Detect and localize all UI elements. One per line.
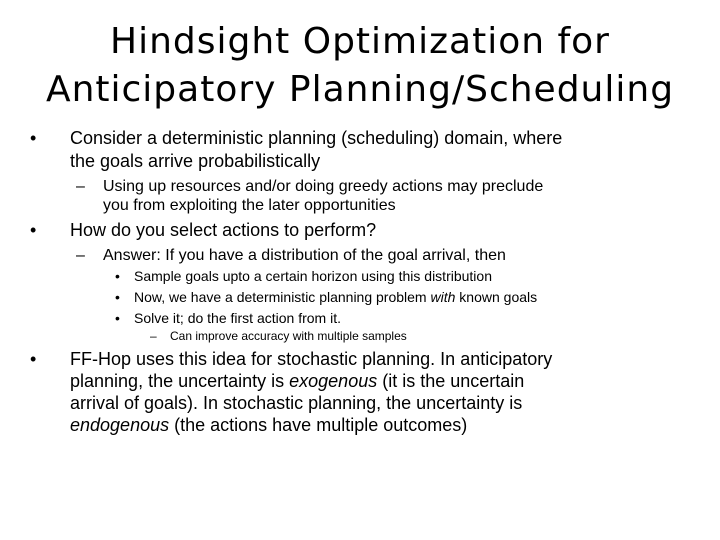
bullet-3-line-2-post: (it is the uncertain — [377, 371, 525, 391]
bullet-marker: • — [115, 268, 120, 284]
bullet-marker: • — [115, 289, 120, 305]
bullet-1-sub-line-2: you from exploiting the later opportunities — [103, 197, 396, 214]
bullet-marker: • — [30, 349, 37, 369]
bullet-3-line-2 — [70, 370, 524, 393]
bullet-2-sub-b-text — [134, 287, 537, 307]
bullet-marker: • — [30, 128, 37, 148]
bullet-2-sub-b-post: known goals — [455, 289, 538, 305]
bullet-3-line-4-emphasis: endogenous — [70, 415, 170, 435]
bullet-marker: • — [30, 220, 37, 240]
dash-marker: – — [76, 247, 85, 264]
bullet-marker: • — [115, 310, 120, 326]
bullet-3-line-2-emphasis: exogenous — [289, 371, 378, 391]
bullet-1-line-1: Consider a deterministic planning (scheduling) domain, where — [70, 128, 563, 148]
bullet-2-sub-text: Answer: If you have a distribution of the goal arrival, then — [103, 247, 506, 264]
bullet-3-line-4-post: (the actions have multiple outcomes) — [169, 415, 468, 435]
bullet-2-sub-a-text: Sample goals upto a certain horizon using this distribution — [134, 268, 492, 284]
bullet-3-line-2-pre: planning, the uncertainty is — [70, 371, 290, 391]
bullet-2-sub-c-sub-text: Can improve accuracy with multiple samples — [170, 329, 407, 343]
bullet-2-sub-b-pre: Now, we have a deterministic planning problem — [134, 289, 431, 305]
dash-marker: – — [76, 178, 85, 195]
dash-marker: – — [150, 329, 157, 343]
bullet-3-line-4 — [70, 414, 467, 437]
slide-title-line-1: Hindsight Optimization for — [110, 21, 610, 62]
bullet-1-line-2: the goals arrive probabilistically — [70, 151, 321, 171]
bullet-2-sub-c-text: Solve it; do the first action from it. — [134, 310, 341, 326]
slide-title-line-2: Anticipatory Planning/Scheduling — [45, 69, 675, 110]
bullet-1-sub-line-1: Using up resources and/or doing greedy actions may preclude — [103, 178, 544, 195]
bullet-3-line-1: FF-Hop uses this idea for stochastic planning. In anticipatory — [70, 349, 553, 369]
bullet-2-text: How do you select actions to perform? — [70, 220, 377, 240]
bullet-3-line-3: arrival of goals). In stochastic planning, the uncertainty is — [70, 393, 523, 413]
bullet-2-sub-b-emphasis: with — [430, 289, 456, 305]
